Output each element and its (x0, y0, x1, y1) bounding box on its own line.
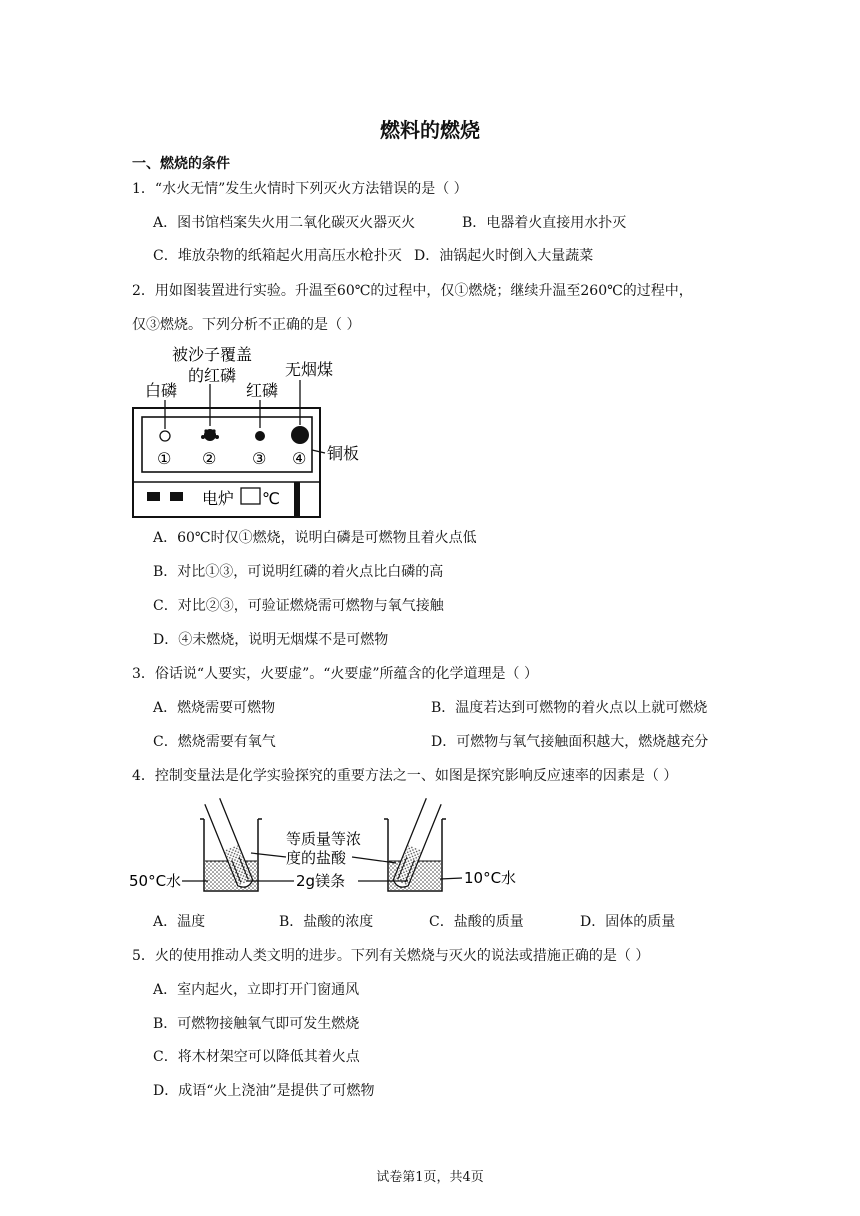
marker-2: ② (202, 449, 217, 468)
white-phosphorus-sample (160, 431, 170, 441)
label-degree-unit: ℃ (262, 489, 280, 508)
q3-option-b: B．温度若达到可燃物的着火点以上就可燃烧 (431, 700, 708, 716)
q5-option-b: B．可燃物接触氧气即可发生燃烧 (153, 1016, 360, 1032)
q4-option-c: C．盐酸的质量 (429, 914, 524, 930)
page-title: 燃料的燃烧 (380, 118, 480, 142)
q1-option-a: A．图书馆档案失火用二氧化碳灭火器灭火 (153, 215, 416, 231)
q4-option-b: B．盐酸的浓度 (279, 914, 374, 930)
coal-sample (291, 426, 309, 444)
q4-option-d: D．固体的质量 (580, 914, 676, 930)
label-covered-red-phosphorus-2: 的红磷 (188, 366, 237, 385)
q4-beakers-figure (126, 797, 526, 903)
q5-option-d: D．成语“火上浇油”是提供了可燃物 (153, 1083, 375, 1099)
label-white-phosphorus: 白磷 (145, 381, 178, 400)
q3-option-a: A．燃烧需要可燃物 (153, 700, 276, 716)
q2-option-d: D．④未燃烧，说明无烟煤不是可燃物 (153, 632, 389, 648)
label-magnesium: 2g镁条 (296, 872, 346, 890)
q1-stem: 1．“水火无情”发生火情时下列灭火方法错误的是（ ） (132, 181, 468, 197)
label-furnace: 电炉 (202, 489, 235, 508)
q5-option-c: C．将木材架空可以降低其着火点 (153, 1049, 360, 1065)
marker-3: ③ (252, 449, 267, 468)
q3-option-c: C．燃烧需要有氧气 (153, 734, 276, 750)
q1-option-d: D．油锅起火时倒入大量蔬菜 (414, 248, 594, 264)
q2-apparatus-figure (130, 340, 380, 522)
section-heading: 一、燃烧的条件 (132, 156, 230, 172)
sand-covered-red-phosphorus-sample (201, 429, 219, 441)
q1-option-c: C．堆放杂物的纸箱起火用高压水枪扑灭 (153, 248, 402, 264)
q2-option-a: A．60℃时仅①燃烧，说明白磷是可燃物且着火点低 (153, 530, 477, 546)
q3-option-d: D．可燃物与氧气接触面积越大，燃烧越充分 (431, 734, 709, 750)
label-acid-1: 等质量等浓 (286, 830, 362, 848)
q5-option-a: A．室内起火，立即打开门窗通风 (153, 982, 360, 998)
q2-option-b: B．对比①③，可说明红磷的着火点比白磷的高 (153, 564, 444, 580)
temperature-display (241, 488, 260, 504)
q2-option-c: C．对比②③，可验证燃烧需可燃物与氧气接触 (153, 598, 444, 614)
q3-stem: 3．俗话说“人要实，火要虚”。“火要虚”所蕴含的化学道理是（ ） (132, 666, 538, 682)
q2-stem-line-2: 仅③燃烧。下列分析不正确的是（ ） (132, 317, 361, 333)
q5-stem: 5．火的使用推动人类文明的进步。下列有关燃烧与灭火的说法或措施正确的是（ ） (132, 948, 650, 964)
q4-stem: 4．控制变量法是化学实验探究的重要方法之一、如图是探究影响反应速率的因素是（ ） (132, 768, 678, 784)
red-phosphorus-sample (255, 431, 265, 441)
q4-option-a: A．温度 (153, 914, 206, 930)
label-acid-2: 度的盐酸 (286, 849, 347, 867)
left-beaker (200, 798, 262, 891)
label-red-phosphorus: 红磷 (246, 381, 279, 400)
label-right-water: 10°C水 (464, 869, 517, 887)
label-coal: 无烟煤 (285, 360, 334, 379)
label-covered-red-phosphorus-1: 被沙子覆盖 (172, 345, 253, 364)
marker-1: ① (157, 449, 172, 468)
right-beaker (384, 798, 446, 891)
q2-stem-line-1: 2．用如图装置进行实验。升温至60℃的过程中，仅①燃烧；继续升温至260℃的过程中， (132, 283, 693, 299)
page-footer: 试卷第1页，共4页 (376, 1170, 484, 1185)
label-left-water: 50°C水 (129, 872, 182, 890)
marker-4: ④ (292, 449, 307, 468)
label-copper-plate: 铜板 (327, 444, 360, 463)
q1-option-b: B．电器着火直接用水扑灭 (462, 215, 627, 231)
